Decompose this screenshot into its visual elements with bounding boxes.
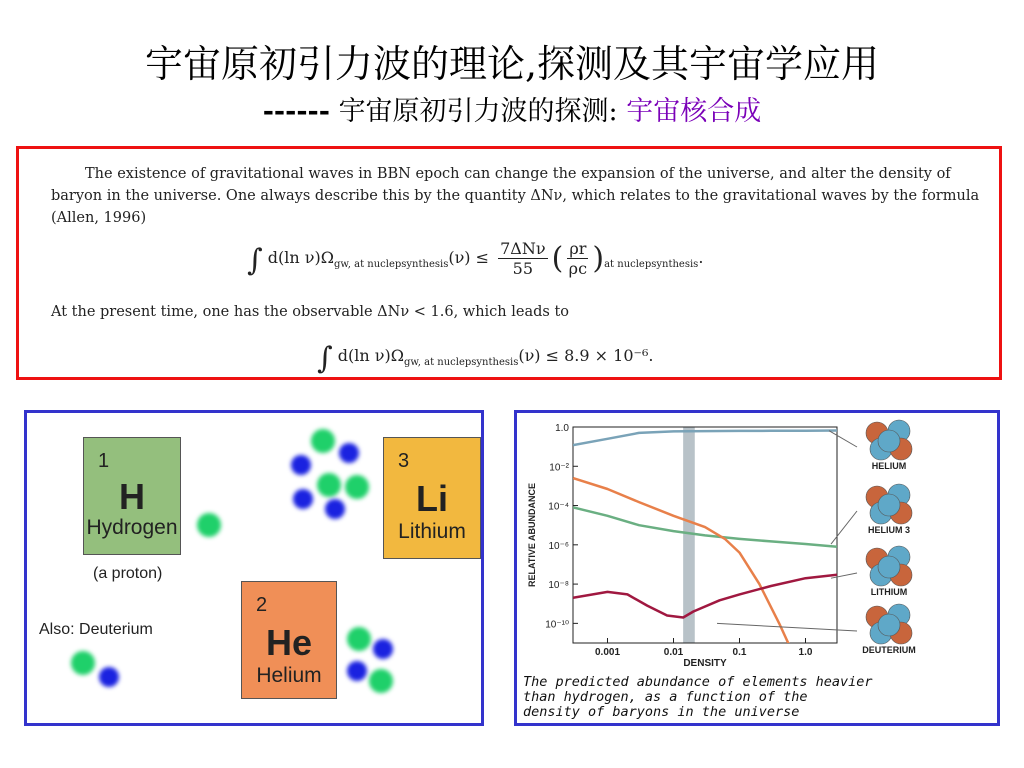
y-tick-label: 1.0 bbox=[555, 423, 569, 434]
slide-subtitle bbox=[0, 96, 1024, 128]
eq1-rho-subscript: at nuclepsynthesis bbox=[604, 259, 699, 270]
subtitle-dash: ------ bbox=[262, 96, 330, 127]
helium-symbol: He bbox=[265, 622, 313, 663]
proton-particle bbox=[369, 669, 393, 693]
right-paren: ) bbox=[592, 241, 605, 276]
neutron-particle bbox=[293, 489, 313, 509]
hydrogen-number: 1 bbox=[98, 450, 110, 472]
integral-sign: ∫ bbox=[247, 243, 263, 278]
element-label-lithium: LITHIUM bbox=[870, 587, 908, 597]
y-tick-label: 10⁻⁶ bbox=[548, 540, 569, 552]
left-paren: ( bbox=[551, 241, 564, 276]
nucleon-icon bbox=[878, 556, 900, 578]
eq2-subscript: gw, at nuclepsynthesis bbox=[403, 357, 519, 368]
hydrogen-name: Hydrogen bbox=[86, 516, 178, 539]
series-line-helium bbox=[573, 431, 837, 446]
y-tick-label: 10⁻² bbox=[549, 462, 569, 474]
abundance-chart-panel bbox=[514, 410, 1000, 726]
nucleon-icon bbox=[878, 614, 900, 636]
abundance-chart bbox=[517, 413, 997, 675]
y-axis-label: RELATIVE ABUNDANCE bbox=[527, 482, 537, 588]
elements-panel bbox=[24, 410, 484, 726]
nucleon-icon bbox=[878, 430, 900, 452]
y-tick-label: 10⁻⁸ bbox=[548, 580, 569, 592]
neutron-particle bbox=[347, 661, 367, 681]
proton-particle bbox=[317, 473, 341, 497]
hydrogen-symbol: H bbox=[119, 476, 145, 517]
leader-line-helium3 bbox=[831, 511, 857, 544]
lithium-number: 3 bbox=[398, 450, 410, 472]
y-tick-label: 10⁻⁴ bbox=[548, 501, 569, 513]
proton-particle bbox=[71, 651, 95, 675]
helium-name: Helium bbox=[256, 664, 322, 687]
proton-particle bbox=[347, 627, 371, 651]
hydrogen-tile bbox=[83, 437, 181, 555]
proton-particle bbox=[311, 429, 335, 453]
x-tick-label: 0.1 bbox=[732, 647, 747, 658]
paragraph-present: At the present time, one has the observable ΔNν < 1.6, which leads to bbox=[51, 304, 569, 320]
caption-line: than hydrogen, as a function of the bbox=[523, 689, 808, 705]
series-line-lithium bbox=[573, 575, 837, 618]
caption-line: density of baryons in the universe bbox=[523, 704, 800, 720]
deuterium-note: Also: Deuterium bbox=[39, 621, 153, 638]
caption-line: The predicted abundance of elements heavier bbox=[523, 674, 873, 690]
eq1-end: . bbox=[698, 248, 704, 267]
x-tick-label: 0.01 bbox=[663, 647, 684, 658]
eq1-frac-num: 7ΔNν bbox=[500, 239, 546, 258]
helium-tile bbox=[241, 581, 337, 699]
nucleon-icon bbox=[878, 494, 900, 516]
proton-particle bbox=[197, 513, 221, 537]
eq1-rho-fraction bbox=[567, 239, 588, 278]
x-axis-label: DENSITY bbox=[683, 658, 727, 669]
neutron-particle bbox=[99, 667, 119, 687]
eq2-integrand: d(ln ν)Ω bbox=[337, 346, 404, 365]
slide-title: 宇宙原初引力波的理论,探测及其宇宙学应用 bbox=[144, 42, 880, 86]
lithium-tile bbox=[383, 437, 481, 559]
subtitle-main: 宇宙原初引力波的探测: bbox=[338, 96, 618, 127]
eq1-arg: (ν) ≤ bbox=[448, 248, 490, 267]
x-tick-label: 0.001 bbox=[594, 647, 621, 658]
element-label-helium3: HELIUM 3 bbox=[867, 525, 911, 535]
leader-line-helium bbox=[829, 431, 857, 447]
lithium-symbol: Li bbox=[416, 478, 448, 519]
neutron-particle bbox=[339, 443, 359, 463]
subtitle-highlight: 宇宙核合成 bbox=[626, 96, 762, 127]
eq1-subscript: gw, at nuclepsynthesis bbox=[333, 259, 449, 270]
y-tick-label: 10⁻¹⁰ bbox=[545, 619, 569, 631]
series-line-deuterium bbox=[573, 478, 791, 649]
integral-sign: ∫ bbox=[317, 341, 333, 376]
formula-text-box bbox=[16, 146, 1002, 380]
eq1-rho-den: ρc bbox=[568, 259, 588, 278]
chart-caption bbox=[523, 675, 997, 720]
proton-note: (a proton) bbox=[93, 565, 163, 582]
neutron-particle bbox=[373, 639, 393, 659]
eq1-rho-num: ρr bbox=[569, 239, 587, 258]
element-label-deuterium: DEUTERIUM bbox=[862, 645, 916, 655]
neutron-particle bbox=[291, 455, 311, 475]
helium-number: 2 bbox=[256, 594, 268, 616]
proton-particle bbox=[345, 475, 369, 499]
eq1-integrand: d(ln ν)Ω bbox=[267, 248, 334, 267]
eq2-rhs: (ν) ≤ 8.9 × 10⁻⁶. bbox=[518, 346, 654, 365]
lithium-name: Lithium bbox=[398, 520, 466, 543]
eq1-frac-den: 55 bbox=[512, 259, 534, 278]
neutron-particle bbox=[325, 499, 345, 519]
paragraph-bbn: The existence of gravitational waves in BBN epoch can change the expansion of the universe, and alter the density of baryon in the universe. One always describe this by the quantity ΔNν, which relates to the gravitational waves by the formula (Allen, 1996) bbox=[51, 166, 980, 226]
element-label-helium: HELIUM bbox=[871, 461, 907, 471]
equation-bound bbox=[317, 341, 653, 376]
equation-allen bbox=[247, 239, 703, 278]
eq1-fraction bbox=[498, 239, 547, 278]
x-tick-label: 1.0 bbox=[798, 647, 813, 658]
leader-line-deuterium bbox=[717, 623, 857, 631]
